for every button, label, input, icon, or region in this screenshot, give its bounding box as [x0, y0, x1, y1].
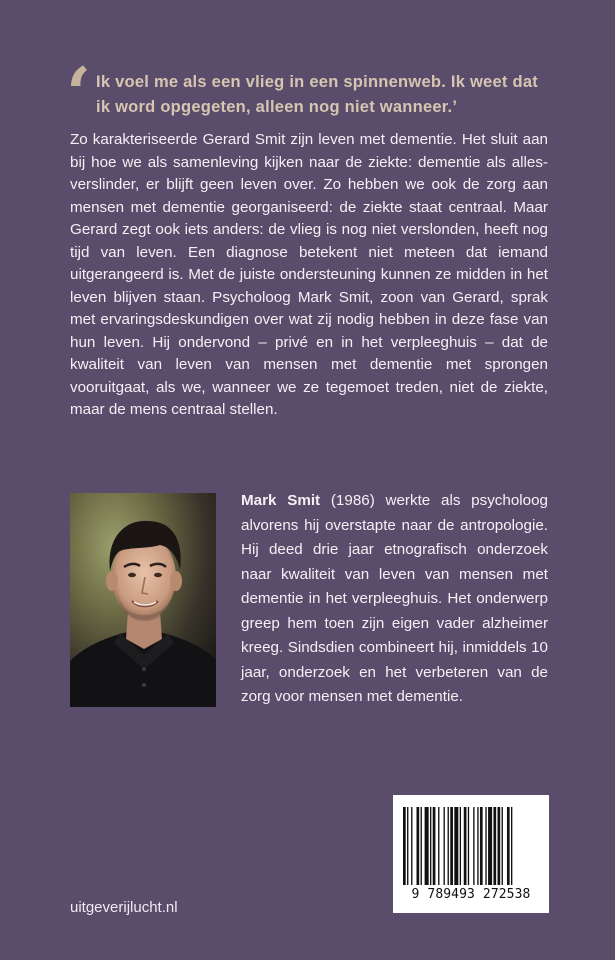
barcode-bar: [468, 807, 469, 885]
author-portrait-image: [70, 493, 216, 707]
barcode-bar: [448, 807, 449, 885]
barcode-bar: [425, 807, 429, 885]
isbn-barcode: [393, 795, 549, 913]
author-bio-text: (1986) werkte als psycholoog alvorens hij overstapte naar de antropologie. Hij deed drie jaar etnografisch onderzoek naar kwaliteit van leven van mensen met dementie in het verpleeghuis. Het onderwerp greep hem toen zijn eigen vader alzheimer kreeg. Sindsdien combineert hij, inmiddels 10 jaar, onderzoek en het verbeteren van de zorg voor mensen met dementie.: [241, 492, 548, 705]
author-name: Mark Smit: [241, 492, 321, 509]
barcode-bar: [477, 807, 478, 885]
barcode-bar: [488, 807, 492, 885]
barcode-bar: [444, 807, 445, 885]
barcode-bar: [498, 807, 501, 885]
barcode-bar: [450, 807, 453, 885]
barcode-bar: [473, 807, 474, 885]
barcode-bar: [507, 807, 510, 885]
barcode-bar: [460, 807, 461, 885]
author-photo: [70, 493, 216, 707]
isbn-number: 9 789493 272538: [411, 887, 531, 902]
barcode-bar: [438, 807, 439, 885]
barcode-bar: [430, 807, 431, 885]
barcode-bar: [464, 807, 467, 885]
publisher-website-link[interactable]: uitgeverijlucht.nl: [70, 899, 178, 916]
barcode-bar: [421, 807, 422, 885]
barcode-bar: [403, 807, 406, 885]
barcode-bar: [502, 807, 503, 885]
barcode-bar: [511, 807, 512, 885]
book-description: Zo karakteriseerde Gerard Smit zijn leven met dementie. Het sluit aan bij hoe we als samenleving kijken naar de ziekte: dementie als alles-verslinder, er blijft geen leven over. Zo hebben we ook de zorg aan mensen met dementie georganiseerd: de ziekte staat centraal. Maar Gerard zegt ook iets anders: de vlieg is nog niet verslonden, heeft nog tijd van leven. Een diagnose betekent niet meteen dat iemand uitgerangeerd is. Met de juiste ondersteuning kunnen ze midden in het leven blijven staan. Psycholoog Mark Smit, zoon van Gerard, sprak met ervaringsdeskundigen over wat zij nodig hebben in deze fase van hun leven. Hij ondervond – privé en in het verpleeghuis – dat de kwaliteit van leven van mensen met dementie met sprongen vooruitgaat, als we, wanneer we ze tegemoet treden, niet de ziekte, maar de mens centraal stellen.: [70, 131, 548, 418]
barcode-bar: [485, 807, 486, 885]
barcode-bar: [480, 807, 483, 885]
barcode-bar: [454, 807, 458, 885]
barcode-bar: [433, 807, 436, 885]
pull-quote: Ik voel me als een vlieg in een spinnenweb. Ik weet dat ik word opgegeten, alleen nog niet wanneer.’: [96, 73, 538, 116]
barcode-bar: [411, 807, 412, 885]
barcode-bar: [493, 807, 496, 885]
barcode-bar: [407, 807, 408, 885]
quote-open-mark: ‘: [66, 51, 92, 136]
barcode-bar: [417, 807, 420, 885]
author-bio: [241, 489, 548, 710]
